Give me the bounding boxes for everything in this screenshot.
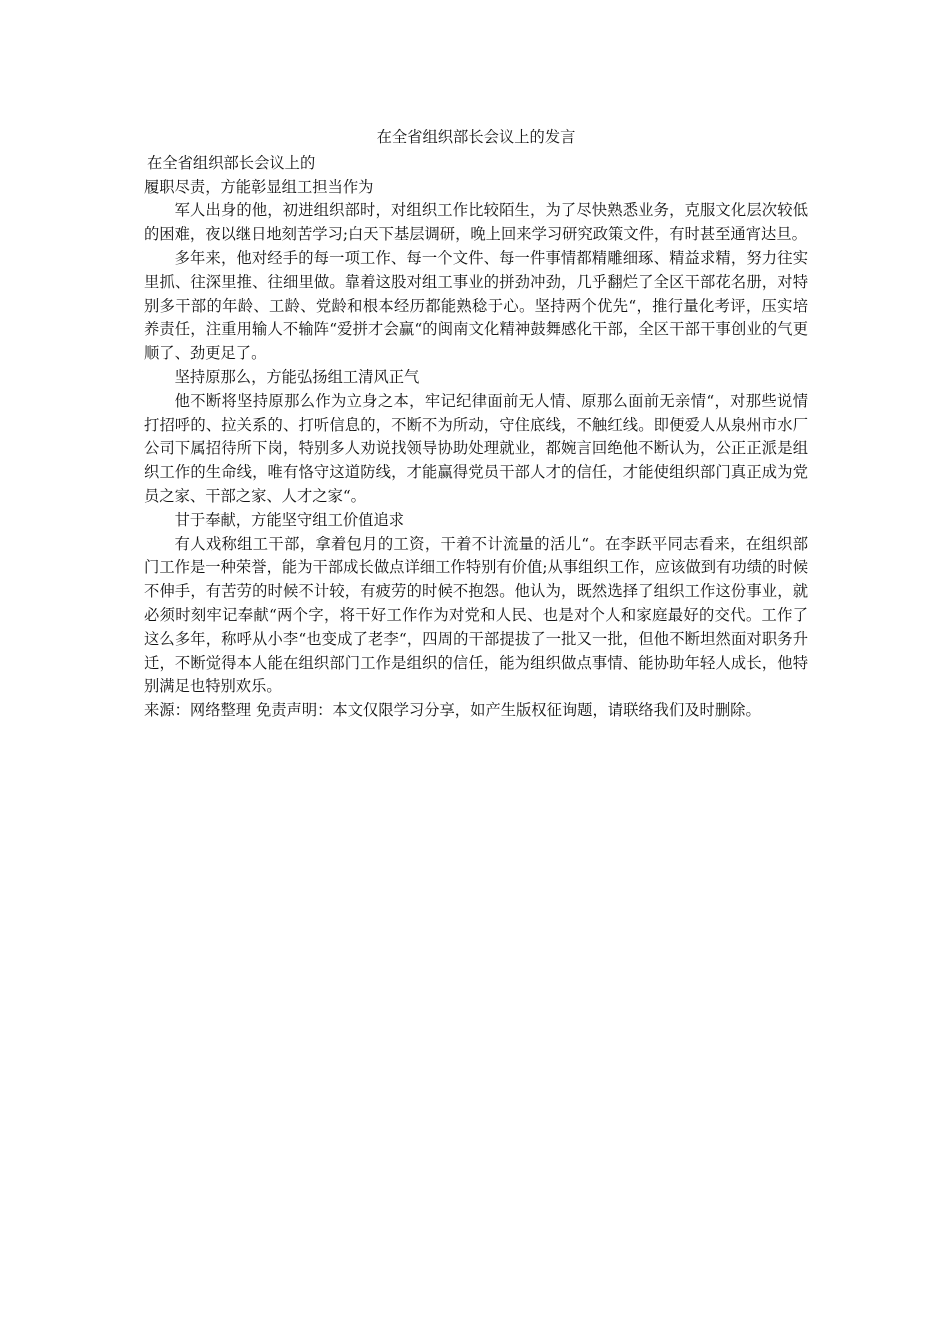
source-disclaimer: 来源：网络整理 免责声明：本文仅限学习分享，如产生版权征询题，请联络我们及时删除。 (144, 701, 761, 720)
paragraph-2: 多年来，他对经手的每一项工作、每一个文件、每一件事情都精雕细琢、精益求精，努力往实里抓、往深里推、往细里做。靠着这股对组工事业的拼劲冲劲，几乎翻烂了全区干部花名册，对特别多干部的年龄、工龄、党龄和根本经历都能熟稔于心。坚持两个优先“，推行量化考评，压实培养责任，注重用输人不输阵“爱拼才会赢“的闽南文化精神鼓舞感化干部，全区干部干事创业的气更顺了、劲更足了。 (144, 248, 808, 363)
paragraph-3: 他不断将坚持原那么作为立身之本，牢记纪律面前无人情、原那么面前无亲情“，对那些说情打招呼的、拉关系的、打听信息的，不断不为所动，守住底线，不触红线。即便爱人从泉州市水厂公司下属招待所下岗，特别多人劝说找领导协助处理就业，都婉言回绝他不断认为，公正正派是组织工作的生命线，唯有恪守这道防线，才能赢得党员干部人才的信任，才能使组织部门真正成为党员之家、干部之家、人才之家“。 (144, 391, 808, 505)
document-body (144, 126, 808, 723)
paragraph-4: 有人戏称组工干部，拿着包月的工资，干着不计流量的活儿“。在李跃平同志看来，在组织部门工作是一种荣誉，能为干部成长做点详细工作特别有价值;从事组织工作，应该做到有功绩的时候不伸手，有苦劳的时候不计较，有疲劳的时候不抱怨。他认为，既然选择了组织工作这份事业，就必须时刻牢记奉献“两个字，将干好工作作为对党和人民、也是对个人和家庭最好的交代。工作了这么多年，称呼从小李“也变成了老李“，四周的干部提拔了一批又一批，但他不断坦然面对职务升迁，不断觉得本人能在组织部门工作是组织的信任，能为组织做点事情、能协助年轻人成长，他特别满足也特别欢乐。 (144, 534, 808, 696)
section-heading-2: 坚持原那么，方能弘扬组工清风正气 (174, 367, 420, 386)
section-heading-3: 甘于奉献，方能坚守组工价值追求 (174, 510, 405, 529)
document-title: 在全省组织部长会议上的发言 (376, 128, 576, 146)
section-heading-1: 履职尽责，方能彰显组工担当作为 (144, 177, 374, 196)
document-subtitle: 在全省组织部长会议上的 (147, 153, 316, 172)
paragraph-1: 军人出身的他，初进组织部时，对组织工作比较陌生，为了尽快熟悉业务，克服文化层次较低的困难，夜以继日地刻苦学习;白天下基层调研，晚上回来学习研究政策文件，有时甚至通宵达旦。 (144, 201, 808, 244)
